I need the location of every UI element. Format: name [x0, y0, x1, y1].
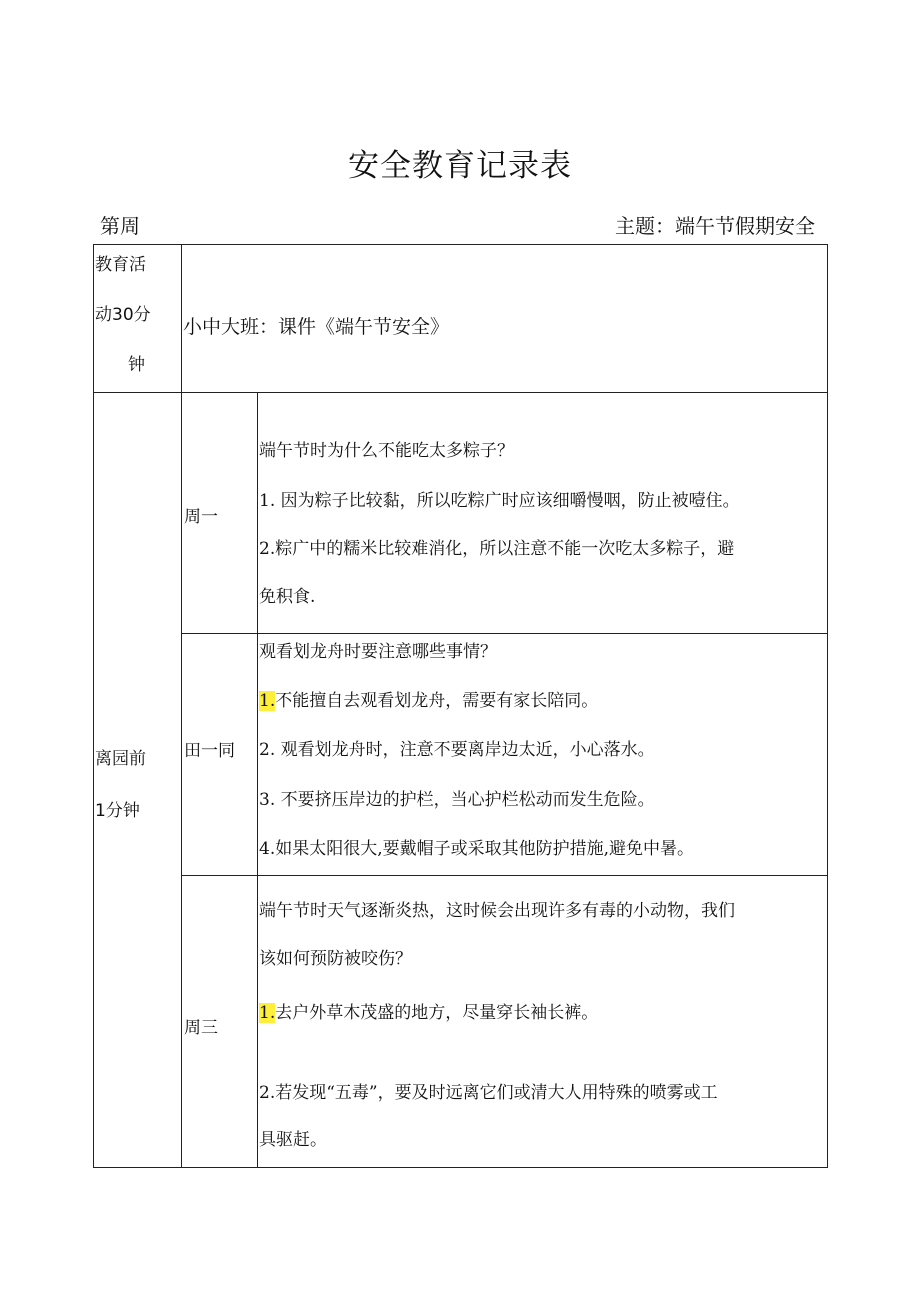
table-border-col2	[257, 392, 258, 1168]
day-label-1: 周一	[184, 507, 218, 527]
day1-line-4: 免积食.	[259, 587, 316, 607]
day3-line-4: 2.若发现“五毒”，要及时远离它们或清大人用特殊的喷雾或工	[259, 1083, 718, 1103]
day3-line-5: 具驱赶。	[259, 1130, 327, 1150]
page-title: 安全教育记录表	[348, 148, 572, 184]
theme-label: 主题：端午节假期安全	[615, 214, 815, 238]
table-border-row1-bottom	[181, 633, 828, 634]
departure-label-line-1: 离园前	[95, 749, 146, 769]
day2-line-4: 3. 不要挤压岸边的护栏，当心护栏松动而发生危险。	[259, 790, 655, 810]
table-border-col1	[181, 244, 182, 1168]
activity-label-line-2: 动30分	[95, 305, 151, 325]
day2-line-5: 4.如果太阳很大,要戴帽子或采取其他防护措施,避免中暑。	[259, 839, 695, 859]
day-label-2: 田一同	[184, 741, 235, 761]
day2-highlight-number: 1.	[259, 691, 276, 711]
table-border-top	[93, 244, 828, 245]
activity-label-line-1: 教育活	[95, 255, 146, 275]
table-border-right	[827, 244, 828, 1168]
day2-line-3: 2. 观看划龙舟时，注意不要离岸边太近，小心落水。	[259, 740, 655, 760]
day2-line-2	[259, 686, 598, 711]
activity-content: 小中大班：课件《端午节安全》	[183, 316, 450, 338]
activity-label-line-3: 钟	[128, 355, 145, 375]
week-label: 第周	[100, 214, 140, 238]
day1-line-2: 1. 因为粽子比较黏，所以吃粽广时应该细嚼慢咽，防止被噎住。	[259, 491, 740, 511]
day3-highlight-number: 1.	[259, 1003, 276, 1023]
day3-line-1: 端午节时天气逐渐炎热，这时候会出现许多有毒的小动物，我们	[259, 901, 735, 921]
day-label-3: 周三	[184, 1018, 218, 1038]
day3-line-2: 该如何预防被咬伤？	[259, 949, 412, 969]
day3-line-3-text: 去户外草木茂盛的地方，尽量穿长袖长裤。	[275, 1003, 599, 1023]
table-border-left	[93, 244, 94, 1168]
table-border-row2-bottom	[181, 875, 828, 876]
day1-line-1: 端午节时为什么不能吃太多粽子？	[259, 441, 514, 461]
day2-line-1: 观看划龙舟时要注意哪些事情？	[259, 642, 497, 662]
day3-line-3	[259, 998, 598, 1023]
table-border-bottom	[93, 1167, 828, 1168]
day2-line-2-text: 不能擅自去观看划龙舟，需要有家长陪同。	[275, 691, 599, 711]
day1-line-3: 2.粽广中的糯米比较难消化，所以注意不能一次吃太多粽子，避	[259, 539, 735, 559]
table-border-activity-bottom	[93, 392, 828, 393]
departure-label-line-2: 1分钟	[95, 801, 140, 821]
